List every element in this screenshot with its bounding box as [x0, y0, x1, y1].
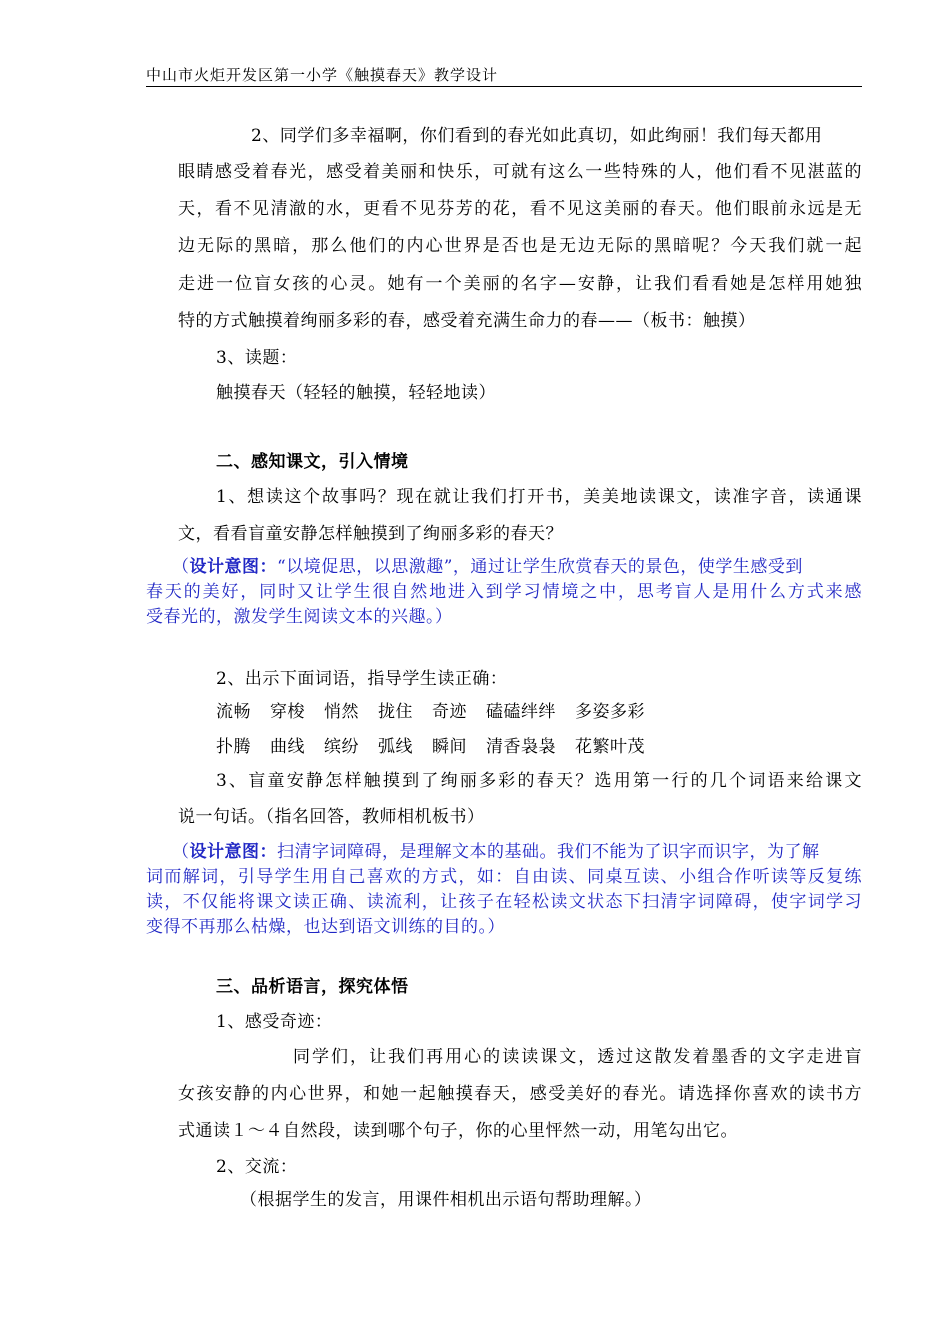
note-line: 词而解词，引导学生用自己喜欢的方式，如：自由读、同桌互读、小组合作听读等反复练: [146, 867, 862, 887]
vocab-word: 弧线: [378, 737, 413, 757]
paragraph-line: 同学们，让我们再用心的读读课文，透过这散发着墨香的文字走进盲: [293, 1047, 862, 1067]
paragraph-line: 天，看不见清澈的水，更看不见芬芳的花，看不见这美丽的春天。他们眼前永远是无: [178, 199, 862, 219]
paragraph-line: 1、感受奇迹：: [216, 1012, 333, 1032]
vocab-word: 多姿多彩: [575, 702, 645, 722]
note-line: 变得不再那么枯燥，也达到语文训练的目的。）: [146, 917, 505, 937]
vocab-word: 缤纷: [324, 737, 359, 757]
paragraph-line: 特的方式触摸着绚丽多彩的春，感受着充满生命力的春——（板书：触摸）: [178, 311, 756, 331]
paragraph-line: 边无际的黑暗，那么他们的内心世界是否也是无边无际的黑暗呢？今天我们就一起: [178, 236, 862, 256]
header-divider: [146, 86, 862, 87]
paragraph-line: 2、出示下面词语，指导学生读正确：: [216, 669, 508, 689]
vocab-word: 瞬间: [432, 737, 467, 757]
paragraph-line: 女孩安静的内心世界，和她一起触摸春天，感受美好的春光。请选择你喜欢的读书方: [178, 1084, 862, 1104]
vocabulary-row: [216, 701, 664, 723]
note-line: 春天的美好，同时又让学生很自然地进入到学习情境之中，思考盲人是用什么方式来感: [146, 582, 862, 602]
note-label: 设计意图：: [189, 842, 277, 862]
paragraph-line: 3、读题：: [216, 348, 298, 368]
design-intent-note: [172, 556, 803, 578]
vocab-word: 流畅: [216, 702, 251, 722]
paragraph-line: 眼睛感受着春光，感受着美丽和快乐，可就有这么一些特殊的人，他们看不见湛蓝的: [178, 162, 862, 182]
paragraph-line: 触摸春天（轻轻的触摸，轻轻地读）: [216, 383, 496, 403]
vocab-word: 拢住: [378, 702, 413, 722]
vocab-word: 花繁叶茂: [575, 737, 645, 757]
vocab-word: 奇迹: [432, 702, 467, 722]
vocab-word: 曲线: [270, 737, 305, 757]
paragraph-line: 式通读１～４自然段，读到哪个句子，你的心里怦然一动，用笔勾出它。: [178, 1121, 738, 1141]
paragraph-line: 2、交流：: [216, 1157, 298, 1177]
note-label: 设计意图：: [189, 557, 277, 577]
note-text: “以境促思，以思激趣”，通过让学生欣赏春天的景色，使学生感受到: [277, 557, 803, 577]
paragraph-line: 走进一位盲女孩的心灵。她有一个美丽的名字—安静，让我们看看她是怎样用她独: [178, 274, 862, 294]
vocab-word: 悄然: [324, 702, 359, 722]
vocab-word: 清香袅袅: [486, 737, 556, 757]
paragraph-line: 1、想读这个故事吗？现在就让我们打开书，美美地读课文，读准字音，读通课: [216, 487, 862, 507]
section-heading: 三、品析语言，探究体悟: [216, 977, 409, 997]
note-open-paren: （: [172, 842, 190, 862]
paragraph-line: （根据学生的发言，用课件相机出示语句帮助理解。）: [240, 1190, 652, 1210]
paragraph-line: 3、盲童安静怎样触摸到了绚丽多彩的春天？选用第一行的几个词语来给课文: [216, 771, 862, 791]
section-heading: 二、感知课文，引入情境: [216, 452, 409, 472]
note-line: 受春光的，激发学生阅读文本的兴趣。）: [146, 607, 453, 627]
paragraph-line: 文，看看盲童安静怎样触摸到了绚丽多彩的春天？: [178, 524, 563, 544]
page-header: 中山市火炬开发区第一小学《触摸春天》教学设计: [146, 66, 499, 84]
vocab-word: 扑腾: [216, 737, 251, 757]
paragraph-line: 2、同学们多幸福啊，你们看到的春光如此真切，如此绚丽！我们每天都用: [251, 126, 823, 146]
vocab-word: 磕磕绊绊: [486, 702, 556, 722]
vocabulary-row: [216, 736, 664, 758]
note-text: 扫清字词障碍，是理解文本的基础。我们不能为了识字而识字，为了解: [277, 842, 820, 862]
design-intent-note: [172, 841, 820, 863]
vocab-word: 穿梭: [270, 702, 305, 722]
paragraph-line: 说一句话。（指名回答，教师相机板书）: [178, 807, 485, 827]
note-open-paren: （: [172, 557, 190, 577]
note-line: 读，不仅能将课文读正确、读流利，让孩子在轻松读文状态下扫清字词障碍，使字词学习: [146, 892, 862, 912]
